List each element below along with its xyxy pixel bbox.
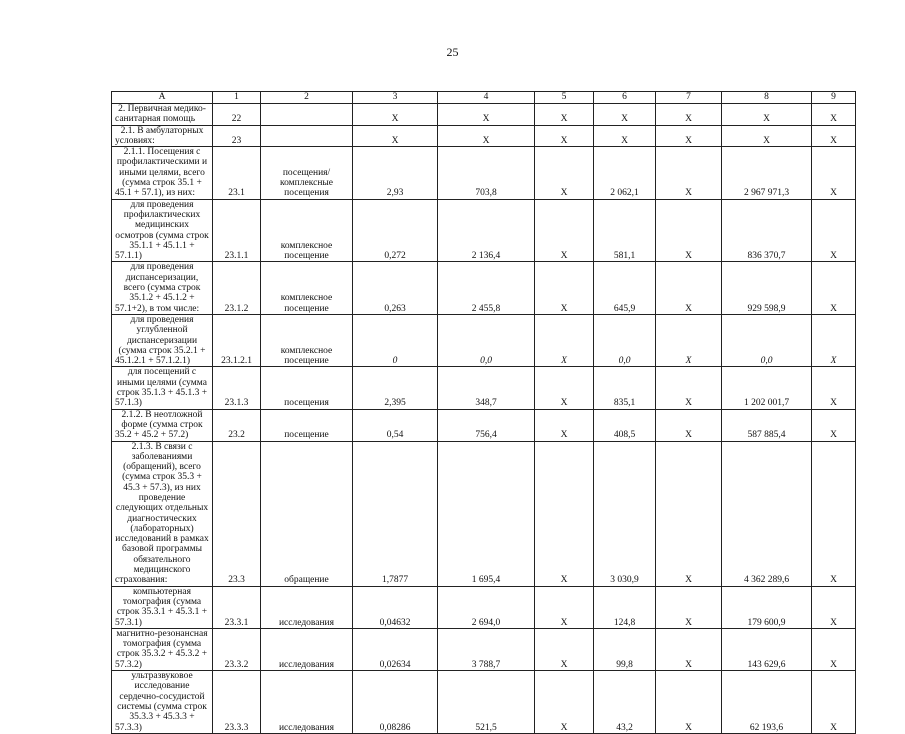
cell-col-8: 836 370,7 [722,199,812,262]
row-code: 23.1.2 [213,262,261,314]
cell-col-3: Х [353,104,438,126]
cell-col-7: Х [656,199,722,262]
cell-col-7: Х [656,628,722,670]
row-code: 23.2 [213,409,261,441]
cell-col-4: 348,7 [438,367,535,409]
cell-col-6: 124,8 [594,586,656,628]
row-unit [261,125,353,147]
row-description: 2.1.2. В неотложной форме (сумма строк 35.2 + 45.2 + 57.2) [112,409,213,441]
table-row [112,586,856,628]
cell-col-3: 2,395 [353,367,438,409]
row-description: 2.1.3. В связи с заболеваниями (обращений), всего (сумма строк 35.3 + 45.3 + 57.3), из них проведение следующих отдельных диагностических (лабораторных) исследований в рамках базовой программы обязательного медицинского страхования: [112,441,213,586]
row-description: 2. Первичная медико-санитарная помощь [112,104,213,126]
cell-col-7: Х [656,125,722,147]
cell-col-6: 835,1 [594,367,656,409]
table-row [112,671,856,734]
cell-col-7: Х [656,586,722,628]
cell-col-6: 581,1 [594,199,656,262]
header-col-9: 9 [812,92,856,104]
cell-col-8: 143 629,6 [722,628,812,670]
row-code: 23.1 [213,147,261,199]
cell-col-9: Х [812,199,856,262]
cell-col-7: Х [656,262,722,314]
cell-col-9: Х [812,314,856,366]
cell-col-8: 62 193,6 [722,671,812,734]
row-code: 22 [213,104,261,126]
cell-col-3: 2,93 [353,147,438,199]
cell-col-4: Х [438,125,535,147]
cell-col-6: 645,9 [594,262,656,314]
cell-col-5: Х [535,314,594,366]
cell-col-7: Х [656,441,722,586]
cell-col-4: 1 695,4 [438,441,535,586]
row-description: для посещений с иными целями (сумма строк 35.1.3 + 45.1.3 + 57.1.3) [112,367,213,409]
cell-col-5: Х [535,262,594,314]
cell-col-5: Х [535,586,594,628]
row-unit: исследования [261,628,353,670]
table-row [112,199,856,262]
row-description: для проведения профилактических медицинских осмотров (сумма строк 35.1.1 + 45.1.1 + 57.1.1) [112,199,213,262]
row-unit: посещения/ комплексные посещения [261,147,353,199]
row-code: 23.1.1 [213,199,261,262]
cell-col-9: Х [812,262,856,314]
row-unit: посещение [261,409,353,441]
header-col-7: 7 [656,92,722,104]
cell-col-7: Х [656,409,722,441]
cell-col-4: 2 455,8 [438,262,535,314]
cell-col-5: Х [535,628,594,670]
table-row [112,314,856,366]
cell-col-7: Х [656,104,722,126]
cell-col-9: Х [812,441,856,586]
row-unit: обращение [261,441,353,586]
cell-col-3: 0 [353,314,438,366]
header-col-8: 8 [722,92,812,104]
cell-col-6: 99,8 [594,628,656,670]
cell-col-8: 929 598,9 [722,262,812,314]
header-col-1: 1 [213,92,261,104]
row-description: 2.1.1. Посещения с профилактическими и иными целями, всего (сумма строк 35.1 + 45.1 + 57.1), из них: [112,147,213,199]
cell-col-7: Х [656,314,722,366]
cell-col-9: Х [812,147,856,199]
cell-col-3: 0,02634 [353,628,438,670]
row-unit: комплексное посещение [261,262,353,314]
table-row [112,441,856,586]
cell-col-3: Х [353,125,438,147]
table-row [112,367,856,409]
row-description: ультразвуковое исследование сердечно-сосудистой системы (сумма строк 35.3.3 + 45.3.3 + 57.3.3) [112,671,213,734]
cell-col-5: Х [535,409,594,441]
cell-col-8: Х [722,104,812,126]
row-description: магнитно-резонансная томография (сумма строк 35.3.2 + 45.3.2 + 57.3.2) [112,628,213,670]
cell-col-5: Х [535,441,594,586]
cell-col-5: Х [535,125,594,147]
data-table [111,91,856,734]
header-row [112,92,856,104]
cell-col-5: Х [535,367,594,409]
row-description: для проведения диспансеризации, всего (сумма строк 35.1.2 + 45.1.2 + 57.1+2), в том числе: [112,262,213,314]
row-unit [261,104,353,126]
row-description: для проведения углубленной диспансеризации (сумма строк 35.2.1 + 45.1.2.1 + 57.1.2.1) [112,314,213,366]
cell-col-6: Х [594,104,656,126]
cell-col-6: 408,5 [594,409,656,441]
cell-col-8: 179 600,9 [722,586,812,628]
row-code: 23.3.1 [213,586,261,628]
cell-col-6: 2 062,1 [594,147,656,199]
header-col-5: 5 [535,92,594,104]
cell-col-9: Х [812,367,856,409]
header-col-6: 6 [594,92,656,104]
cell-col-7: Х [656,367,722,409]
cell-col-3: 1,7877 [353,441,438,586]
cell-col-5: Х [535,147,594,199]
row-description: компьютерная томография (сумма строк 35.3.1 + 45.3.1 + 57.3.1) [112,586,213,628]
header-col-a: А [112,92,213,104]
row-code: 23.3 [213,441,261,586]
row-description: 2.1. В амбулаторных условиях: [112,125,213,147]
cell-col-6: 3 030,9 [594,441,656,586]
table-row [112,409,856,441]
cell-col-4: 703,8 [438,147,535,199]
header-col-3: 3 [353,92,438,104]
table-row [112,628,856,670]
cell-col-9: Х [812,104,856,126]
row-code: 23.3.3 [213,671,261,734]
cell-col-4: 3 788,7 [438,628,535,670]
header-col-2: 2 [261,92,353,104]
cell-col-3: 0,04632 [353,586,438,628]
table-row [112,262,856,314]
page-number: 25 [446,45,459,59]
cell-col-8: 1 202 001,7 [722,367,812,409]
cell-col-8: 4 362 289,6 [722,441,812,586]
cell-col-4: 521,5 [438,671,535,734]
cell-col-7: Х [656,147,722,199]
cell-col-8: 0,0 [722,314,812,366]
row-code: 23.1.3 [213,367,261,409]
cell-col-4: Х [438,104,535,126]
cell-col-4: 0,0 [438,314,535,366]
cell-col-9: Х [812,671,856,734]
row-code: 23.3.2 [213,628,261,670]
cell-col-5: Х [535,104,594,126]
cell-col-6: 0,0 [594,314,656,366]
table-row [112,147,856,199]
cell-col-6: Х [594,125,656,147]
cell-col-8: Х [722,125,812,147]
cell-col-9: Х [812,409,856,441]
table-row [112,125,856,147]
cell-col-8: 587 885,4 [722,409,812,441]
cell-col-4: 756,4 [438,409,535,441]
cell-col-4: 2 136,4 [438,199,535,262]
cell-col-5: Х [535,671,594,734]
cell-col-3: 0,08286 [353,671,438,734]
row-unit: комплексное посещение [261,314,353,366]
cell-col-4: 2 694,0 [438,586,535,628]
cell-col-5: Х [535,199,594,262]
table-row [112,104,856,126]
row-unit: исследования [261,586,353,628]
header-col-4: 4 [438,92,535,104]
cell-col-9: Х [812,628,856,670]
row-code: 23 [213,125,261,147]
row-code: 23.1.2.1 [213,314,261,366]
row-unit: комплексное посещение [261,199,353,262]
cell-col-9: Х [812,586,856,628]
row-unit: исследования [261,671,353,734]
cell-col-7: Х [656,671,722,734]
cell-col-3: 0,263 [353,262,438,314]
cell-col-3: 0,272 [353,199,438,262]
cell-col-6: 43,2 [594,671,656,734]
cell-col-3: 0,54 [353,409,438,441]
cell-col-8: 2 967 971,3 [722,147,812,199]
row-unit: посещения [261,367,353,409]
cell-col-9: Х [812,125,856,147]
